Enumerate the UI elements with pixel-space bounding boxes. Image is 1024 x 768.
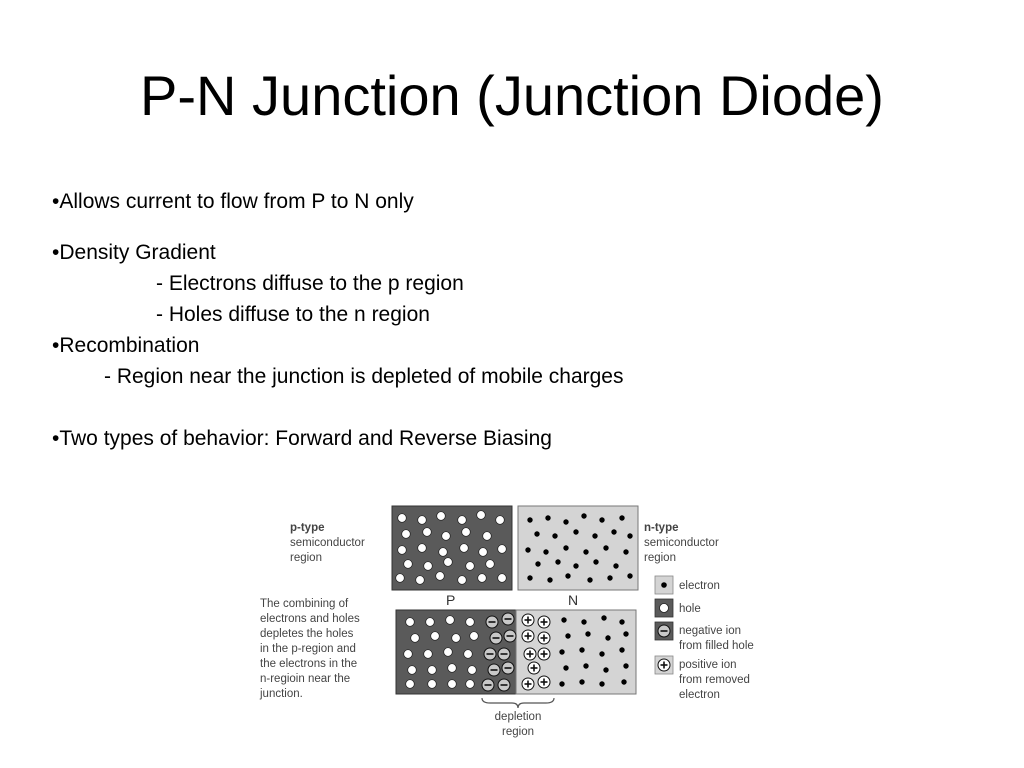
legend-neg-ion-label2: from filled hole — [679, 640, 754, 652]
hole-dot — [448, 664, 457, 673]
depletion-label-line2: region — [502, 726, 534, 738]
electron-dot — [623, 663, 628, 668]
p-type-label: p-type — [290, 522, 325, 534]
electron-dot — [599, 681, 604, 686]
n-type-label-line3: region — [644, 552, 676, 564]
hole-dot — [458, 576, 467, 585]
electron-dot — [573, 529, 578, 534]
legend-pos-ion-label3: electron — [679, 689, 720, 701]
hole-dot — [424, 650, 433, 659]
hole-dot — [406, 618, 415, 627]
hole-dot — [498, 545, 507, 554]
electron-dot — [534, 531, 539, 536]
electron-dot — [573, 563, 578, 568]
electron-dot — [601, 615, 606, 620]
sub-bullet-holes-diffuse: - Holes diffuse to the n region — [156, 303, 430, 326]
n-letter: N — [568, 592, 579, 608]
electron-dot — [563, 545, 568, 550]
hole-dot — [460, 544, 469, 553]
electron-dot — [583, 549, 588, 554]
electron-dot — [525, 547, 530, 552]
electron-dot — [547, 577, 552, 582]
hole-dot — [448, 680, 457, 689]
n-type-label-line2: semiconductor — [644, 537, 719, 549]
hole-dot — [418, 516, 427, 525]
electron-dot — [623, 631, 628, 636]
electron-icon — [661, 582, 667, 588]
hole-dot — [442, 532, 451, 541]
hole-dot — [404, 560, 413, 569]
electron-dot — [619, 647, 624, 652]
hole-dot — [478, 574, 487, 583]
depletion-brace — [482, 698, 554, 708]
combining-text-line2: electrons and holes — [260, 613, 360, 625]
hole-dot — [428, 680, 437, 689]
electron-dot — [579, 647, 584, 652]
hole-icon — [660, 604, 669, 613]
sub-bullet-electrons-diffuse: - Electrons diffuse to the p region — [156, 272, 464, 295]
electron-dot — [583, 663, 588, 668]
hole-dot — [468, 666, 477, 675]
electron-dot — [559, 681, 564, 686]
bullet-allows-current: •Allows current to flow from P to N only — [52, 190, 414, 213]
electron-dot — [619, 515, 624, 520]
electron-dot — [581, 513, 586, 518]
hole-dot — [402, 530, 411, 539]
n-type-label: n-type — [644, 522, 679, 534]
electron-dot — [623, 549, 628, 554]
p-type-label-line2: semiconductor — [290, 537, 365, 549]
hole-dot — [498, 574, 507, 583]
hole-dot — [439, 548, 448, 557]
legend-pos-ion-label1: positive ion — [679, 659, 737, 671]
electron-dot — [579, 679, 584, 684]
hole-dot — [404, 650, 413, 659]
hole-dot — [466, 618, 475, 627]
electron-dot — [592, 533, 597, 538]
electron-dot — [585, 631, 590, 636]
combining-text-line1: The combining of — [260, 598, 349, 610]
electron-dot — [619, 619, 624, 624]
hole-dot — [436, 572, 445, 581]
legend-pos-ion-label2: from removed — [679, 674, 750, 686]
electron-dot — [611, 529, 616, 534]
hole-dot — [431, 632, 440, 641]
electron-dot — [613, 563, 618, 568]
legend-neg-ion-label1: negative ion — [679, 625, 742, 637]
hole-dot — [406, 680, 415, 689]
bullet-recombination: •Recombination — [52, 334, 200, 357]
hole-dot — [423, 528, 432, 537]
hole-dot — [437, 512, 446, 521]
electron-dot — [605, 635, 610, 640]
hole-dot — [424, 562, 433, 571]
hole-dot — [398, 514, 407, 523]
electron-dot — [581, 619, 586, 624]
electron-dot — [543, 549, 548, 554]
combining-text-line7: junction. — [260, 688, 303, 700]
hole-dot — [466, 562, 475, 571]
slide-title: P-N Junction (Junction Diode) — [140, 64, 884, 127]
combining-text-line6: n-regioin near the — [260, 673, 351, 685]
hole-dot — [428, 666, 437, 675]
hole-dot — [418, 544, 427, 553]
electron-dot — [563, 519, 568, 524]
hole-dot — [486, 560, 495, 569]
hole-dot — [398, 546, 407, 555]
hole-dot — [470, 632, 479, 641]
depletion-label-line1: depletion — [494, 711, 542, 723]
electron-dot — [627, 573, 632, 578]
electron-dot — [527, 517, 532, 522]
electron-dot — [563, 665, 568, 670]
hole-dot — [411, 634, 420, 643]
electron-dot — [565, 633, 570, 638]
legend-hole-label: hole — [679, 603, 701, 615]
hole-dot — [396, 574, 405, 583]
hole-dot — [477, 511, 486, 520]
hole-dot — [483, 532, 492, 541]
hole-dot — [466, 680, 475, 689]
hole-dot — [479, 548, 488, 557]
electron-dot — [603, 545, 608, 550]
bullet-list — [52, 186, 623, 454]
hole-dot — [444, 558, 453, 567]
hole-dot — [462, 528, 471, 537]
electron-dot — [561, 617, 566, 622]
hole-dot — [496, 516, 505, 525]
electron-dot — [555, 559, 560, 564]
legend-electron-label: electron — [679, 580, 720, 592]
electron-dot — [535, 561, 540, 566]
bullet-density-gradient: •Density Gradient — [52, 241, 216, 264]
hole-dot — [446, 616, 455, 625]
legend — [655, 576, 754, 701]
combining-text-line3: depletes the holes — [260, 628, 354, 640]
electron-dot — [559, 649, 564, 654]
hole-dot — [452, 634, 461, 643]
hole-dot — [416, 576, 425, 585]
electron-dot — [627, 533, 632, 538]
hole-dot — [426, 618, 435, 627]
electron-dot — [565, 573, 570, 578]
electron-dot — [545, 515, 550, 520]
pn-junction-diagram — [250, 498, 770, 748]
electron-dot — [587, 577, 592, 582]
bullet-two-behaviors: •Two types of behavior: Forward and Reverse Biasing — [52, 427, 552, 450]
sub-bullet-depleted-region: - Region near the junction is depleted of mobile charges — [104, 365, 624, 388]
p-region-top — [392, 506, 512, 590]
electron-dot — [552, 533, 557, 538]
hole-dot — [458, 516, 467, 525]
combining-text-line4: in the p-region and — [260, 643, 356, 655]
electron-dot — [599, 651, 604, 656]
hole-dot — [408, 666, 417, 675]
combining-text-line5: the electrons in the — [260, 658, 358, 670]
electron-dot — [593, 559, 598, 564]
hole-dot — [444, 648, 453, 657]
electron-dot — [603, 667, 608, 672]
p-type-label-line3: region — [290, 552, 322, 564]
electron-dot — [599, 517, 604, 522]
p-letter: P — [446, 592, 456, 608]
electron-dot — [607, 575, 612, 580]
hole-dot — [464, 650, 473, 659]
electron-dot — [621, 679, 626, 684]
electron-dot — [527, 575, 532, 580]
